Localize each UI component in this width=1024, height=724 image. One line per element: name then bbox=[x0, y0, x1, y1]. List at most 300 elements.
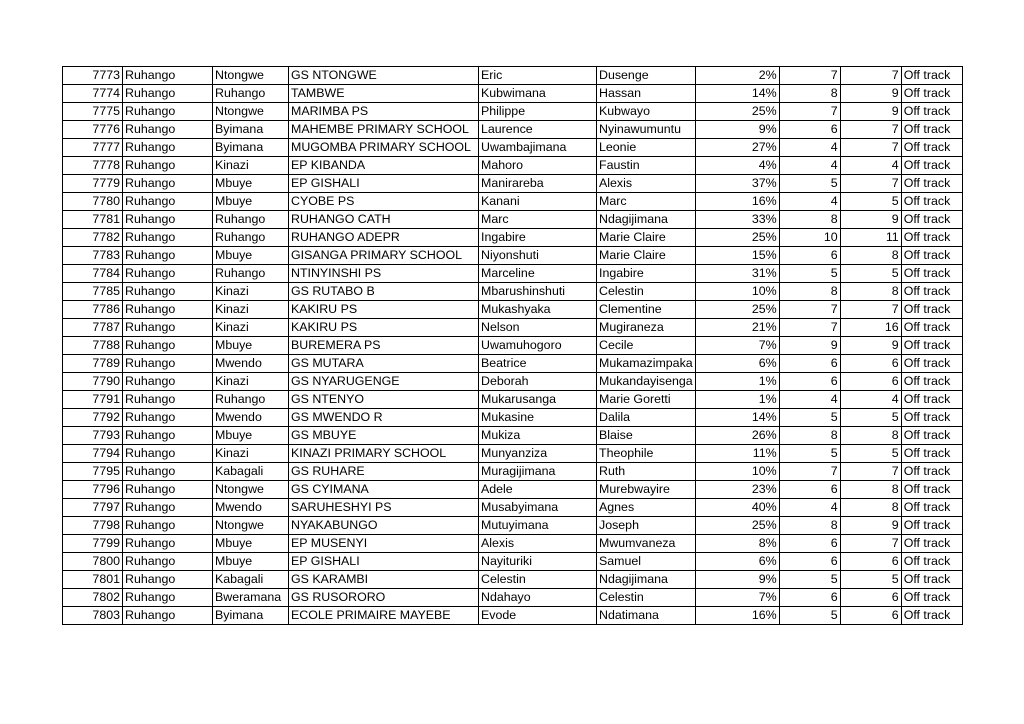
cell-district: Ruhango bbox=[123, 409, 213, 427]
cell-value-a: 4 bbox=[779, 499, 840, 517]
cell-district: Ruhango bbox=[123, 445, 213, 463]
cell-value-a: 8 bbox=[779, 85, 840, 103]
cell-sector: Ruhango bbox=[213, 229, 289, 247]
cell-status: Off track bbox=[901, 391, 962, 409]
cell-last-name: Alexis bbox=[597, 175, 696, 193]
cell-percentage: 31% bbox=[695, 265, 779, 283]
cell-row-id: 7802 bbox=[63, 589, 123, 607]
cell-row-id: 7803 bbox=[63, 607, 123, 625]
cell-sector: Mbuye bbox=[213, 427, 289, 445]
cell-value-a: 8 bbox=[779, 427, 840, 445]
cell-district: Ruhango bbox=[123, 337, 213, 355]
cell-percentage: 14% bbox=[695, 409, 779, 427]
cell-district: Ruhango bbox=[123, 571, 213, 589]
cell-row-id: 7792 bbox=[63, 409, 123, 427]
cell-value-b: 7 bbox=[840, 535, 901, 553]
cell-school-name: MUGOMBA PRIMARY SCHOOL bbox=[289, 139, 479, 157]
cell-sector: Kinazi bbox=[213, 373, 289, 391]
cell-value-a: 6 bbox=[779, 373, 840, 391]
cell-value-a: 6 bbox=[779, 553, 840, 571]
cell-district: Ruhango bbox=[123, 157, 213, 175]
cell-district: Ruhango bbox=[123, 265, 213, 283]
cell-sector: Ntongwe bbox=[213, 481, 289, 499]
cell-last-name: Nyinawumuntu bbox=[597, 121, 696, 139]
cell-school-name: RUHANGO ADEPR bbox=[289, 229, 479, 247]
cell-percentage: 1% bbox=[695, 373, 779, 391]
table-row bbox=[63, 247, 963, 265]
cell-status: Off track bbox=[901, 157, 962, 175]
cell-row-id: 7791 bbox=[63, 391, 123, 409]
cell-value-a: 4 bbox=[779, 193, 840, 211]
table-row bbox=[63, 85, 963, 103]
table-row bbox=[63, 427, 963, 445]
cell-value-a: 5 bbox=[779, 571, 840, 589]
cell-percentage: 6% bbox=[695, 553, 779, 571]
cell-school-name: EP GISHALI bbox=[289, 553, 479, 571]
cell-sector: Ntongwe bbox=[213, 103, 289, 121]
cell-status: Off track bbox=[901, 553, 962, 571]
cell-value-b: 6 bbox=[840, 589, 901, 607]
cell-status: Off track bbox=[901, 265, 962, 283]
cell-percentage: 9% bbox=[695, 121, 779, 139]
cell-school-name: NYAKABUNGO bbox=[289, 517, 479, 535]
cell-status: Off track bbox=[901, 103, 962, 121]
cell-last-name: Mukamazimpaka bbox=[597, 355, 696, 373]
cell-row-id: 7773 bbox=[63, 67, 123, 85]
cell-first-name: Mukasine bbox=[479, 409, 597, 427]
cell-value-a: 5 bbox=[779, 445, 840, 463]
cell-sector: Mbuye bbox=[213, 535, 289, 553]
cell-sector: Kinazi bbox=[213, 301, 289, 319]
cell-school-name: GS NTENYO bbox=[289, 391, 479, 409]
cell-last-name: Hassan bbox=[597, 85, 696, 103]
cell-value-a: 6 bbox=[779, 121, 840, 139]
cell-percentage: 25% bbox=[695, 103, 779, 121]
cell-last-name: Celestin bbox=[597, 589, 696, 607]
cell-row-id: 7780 bbox=[63, 193, 123, 211]
cell-status: Off track bbox=[901, 319, 962, 337]
cell-school-name: GS RUSORORO bbox=[289, 589, 479, 607]
cell-district: Ruhango bbox=[123, 391, 213, 409]
cell-row-id: 7788 bbox=[63, 337, 123, 355]
cell-district: Ruhango bbox=[123, 373, 213, 391]
cell-district: Ruhango bbox=[123, 85, 213, 103]
cell-sector: Mbuye bbox=[213, 247, 289, 265]
cell-first-name: Mutuyimana bbox=[479, 517, 597, 535]
cell-last-name: Ndagijimana bbox=[597, 211, 696, 229]
cell-status: Off track bbox=[901, 607, 962, 625]
cell-percentage: 7% bbox=[695, 337, 779, 355]
cell-sector: Kabagali bbox=[213, 463, 289, 481]
cell-status: Off track bbox=[901, 301, 962, 319]
cell-district: Ruhango bbox=[123, 193, 213, 211]
table-row bbox=[63, 535, 963, 553]
cell-percentage: 33% bbox=[695, 211, 779, 229]
cell-district: Ruhango bbox=[123, 139, 213, 157]
cell-row-id: 7781 bbox=[63, 211, 123, 229]
cell-first-name: Kubwimana bbox=[479, 85, 597, 103]
cell-row-id: 7785 bbox=[63, 283, 123, 301]
cell-first-name: Philippe bbox=[479, 103, 597, 121]
cell-first-name: Kanani bbox=[479, 193, 597, 211]
table-row bbox=[63, 517, 963, 535]
cell-last-name: Ingabire bbox=[597, 265, 696, 283]
cell-school-name: KAKIRU PS bbox=[289, 319, 479, 337]
cell-percentage: 26% bbox=[695, 427, 779, 445]
cell-district: Ruhango bbox=[123, 283, 213, 301]
cell-value-a: 7 bbox=[779, 319, 840, 337]
cell-sector: Byimana bbox=[213, 139, 289, 157]
cell-percentage: 10% bbox=[695, 463, 779, 481]
cell-sector: Kabagali bbox=[213, 571, 289, 589]
cell-value-b: 7 bbox=[840, 67, 901, 85]
cell-last-name: Marie Claire bbox=[597, 247, 696, 265]
cell-percentage: 16% bbox=[695, 193, 779, 211]
cell-percentage: 6% bbox=[695, 355, 779, 373]
cell-status: Off track bbox=[901, 427, 962, 445]
cell-sector: Kinazi bbox=[213, 445, 289, 463]
cell-status: Off track bbox=[901, 481, 962, 499]
table-row bbox=[63, 553, 963, 571]
cell-first-name: Evode bbox=[479, 607, 597, 625]
cell-first-name: Uwamuhogoro bbox=[479, 337, 597, 355]
cell-sector: Mbuye bbox=[213, 337, 289, 355]
cell-sector: Ruhango bbox=[213, 265, 289, 283]
cell-sector: Mbuye bbox=[213, 553, 289, 571]
cell-first-name: Mbarushinshuti bbox=[479, 283, 597, 301]
cell-value-b: 9 bbox=[840, 85, 901, 103]
cell-row-id: 7790 bbox=[63, 373, 123, 391]
cell-first-name: Manirareba bbox=[479, 175, 597, 193]
cell-district: Ruhango bbox=[123, 553, 213, 571]
cell-school-name: GISANGA PRIMARY SCHOOL bbox=[289, 247, 479, 265]
cell-value-a: 8 bbox=[779, 283, 840, 301]
cell-sector: Byimana bbox=[213, 607, 289, 625]
cell-last-name: Murebwayire bbox=[597, 481, 696, 499]
cell-first-name: Muragijimana bbox=[479, 463, 597, 481]
table-row bbox=[63, 499, 963, 517]
cell-status: Off track bbox=[901, 337, 962, 355]
cell-school-name: GS RUHARE bbox=[289, 463, 479, 481]
cell-status: Off track bbox=[901, 463, 962, 481]
cell-last-name: Dusenge bbox=[597, 67, 696, 85]
cell-first-name: Munyanziza bbox=[479, 445, 597, 463]
table-row bbox=[63, 391, 963, 409]
cell-first-name: Marceline bbox=[479, 265, 597, 283]
cell-percentage: 23% bbox=[695, 481, 779, 499]
cell-last-name: Samuel bbox=[597, 553, 696, 571]
table-row bbox=[63, 139, 963, 157]
cell-last-name: Marie Claire bbox=[597, 229, 696, 247]
cell-first-name: Mukashyaka bbox=[479, 301, 597, 319]
cell-first-name: Laurence bbox=[479, 121, 597, 139]
cell-row-id: 7798 bbox=[63, 517, 123, 535]
cell-value-a: 4 bbox=[779, 139, 840, 157]
cell-school-name: KAKIRU PS bbox=[289, 301, 479, 319]
cell-value-a: 8 bbox=[779, 517, 840, 535]
cell-status: Off track bbox=[901, 445, 962, 463]
cell-first-name: Nelson bbox=[479, 319, 597, 337]
cell-value-b: 9 bbox=[840, 103, 901, 121]
cell-first-name: Niyonshuti bbox=[479, 247, 597, 265]
cell-value-a: 6 bbox=[779, 535, 840, 553]
cell-percentage: 8% bbox=[695, 535, 779, 553]
table-body bbox=[63, 67, 963, 625]
cell-first-name: Mukiza bbox=[479, 427, 597, 445]
cell-first-name: Deborah bbox=[479, 373, 597, 391]
cell-row-id: 7783 bbox=[63, 247, 123, 265]
cell-percentage: 7% bbox=[695, 589, 779, 607]
table-row bbox=[63, 355, 963, 373]
cell-value-b: 5 bbox=[840, 571, 901, 589]
cell-status: Off track bbox=[901, 85, 962, 103]
cell-district: Ruhango bbox=[123, 229, 213, 247]
cell-first-name: Beatrice bbox=[479, 355, 597, 373]
table-row bbox=[63, 211, 963, 229]
spreadsheet-table bbox=[62, 66, 963, 625]
table-row bbox=[63, 265, 963, 283]
cell-row-id: 7794 bbox=[63, 445, 123, 463]
cell-district: Ruhango bbox=[123, 301, 213, 319]
table-row bbox=[63, 67, 963, 85]
cell-last-name: Ndagijimana bbox=[597, 571, 696, 589]
cell-district: Ruhango bbox=[123, 517, 213, 535]
cell-row-id: 7776 bbox=[63, 121, 123, 139]
cell-row-id: 7797 bbox=[63, 499, 123, 517]
cell-district: Ruhango bbox=[123, 247, 213, 265]
cell-school-name: TAMBWE bbox=[289, 85, 479, 103]
cell-school-name: MAHEMBE PRIMARY SCHOOL bbox=[289, 121, 479, 139]
cell-district: Ruhango bbox=[123, 607, 213, 625]
table-row bbox=[63, 157, 963, 175]
cell-district: Ruhango bbox=[123, 589, 213, 607]
cell-value-b: 16 bbox=[840, 319, 901, 337]
cell-school-name: EP MUSENYI bbox=[289, 535, 479, 553]
cell-value-a: 7 bbox=[779, 301, 840, 319]
cell-first-name: Musabyimana bbox=[479, 499, 597, 517]
table-row bbox=[63, 463, 963, 481]
cell-sector: Kinazi bbox=[213, 319, 289, 337]
cell-percentage: 9% bbox=[695, 571, 779, 589]
table-row bbox=[63, 121, 963, 139]
table-row bbox=[63, 409, 963, 427]
cell-value-a: 4 bbox=[779, 391, 840, 409]
cell-first-name: Adele bbox=[479, 481, 597, 499]
cell-value-a: 6 bbox=[779, 589, 840, 607]
cell-district: Ruhango bbox=[123, 319, 213, 337]
cell-status: Off track bbox=[901, 355, 962, 373]
cell-district: Ruhango bbox=[123, 427, 213, 445]
cell-last-name: Clementine bbox=[597, 301, 696, 319]
cell-value-a: 4 bbox=[779, 157, 840, 175]
cell-district: Ruhango bbox=[123, 481, 213, 499]
cell-school-name: GS KARAMBI bbox=[289, 571, 479, 589]
cell-district: Ruhango bbox=[123, 67, 213, 85]
cell-last-name: Joseph bbox=[597, 517, 696, 535]
cell-school-name: MARIMBA PS bbox=[289, 103, 479, 121]
cell-last-name: Mwumvaneza bbox=[597, 535, 696, 553]
cell-row-id: 7795 bbox=[63, 463, 123, 481]
cell-value-b: 4 bbox=[840, 391, 901, 409]
cell-first-name: Uwambajimana bbox=[479, 139, 597, 157]
cell-status: Off track bbox=[901, 229, 962, 247]
table-row bbox=[63, 283, 963, 301]
cell-value-b: 8 bbox=[840, 499, 901, 517]
table-row bbox=[63, 571, 963, 589]
cell-status: Off track bbox=[901, 517, 962, 535]
table-row bbox=[63, 373, 963, 391]
cell-sector: Ruhango bbox=[213, 85, 289, 103]
table-row bbox=[63, 193, 963, 211]
cell-school-name: RUHANGO CATH bbox=[289, 211, 479, 229]
cell-sector: Mwendo bbox=[213, 355, 289, 373]
cell-district: Ruhango bbox=[123, 121, 213, 139]
cell-first-name: Marc bbox=[479, 211, 597, 229]
cell-sector: Mbuye bbox=[213, 193, 289, 211]
cell-school-name: GS NTONGWE bbox=[289, 67, 479, 85]
cell-row-id: 7787 bbox=[63, 319, 123, 337]
cell-value-a: 7 bbox=[779, 103, 840, 121]
cell-sector: Ntongwe bbox=[213, 517, 289, 535]
cell-school-name: GS CYIMANA bbox=[289, 481, 479, 499]
cell-percentage: 14% bbox=[695, 85, 779, 103]
cell-row-id: 7800 bbox=[63, 553, 123, 571]
cell-value-a: 7 bbox=[779, 463, 840, 481]
cell-status: Off track bbox=[901, 247, 962, 265]
cell-value-b: 7 bbox=[840, 463, 901, 481]
table-row bbox=[63, 589, 963, 607]
cell-percentage: 21% bbox=[695, 319, 779, 337]
cell-value-a: 5 bbox=[779, 409, 840, 427]
cell-district: Ruhango bbox=[123, 463, 213, 481]
table-row bbox=[63, 175, 963, 193]
cell-school-name: EP KIBANDA bbox=[289, 157, 479, 175]
cell-district: Ruhango bbox=[123, 535, 213, 553]
cell-value-b: 7 bbox=[840, 175, 901, 193]
cell-first-name: Celestin bbox=[479, 571, 597, 589]
cell-status: Off track bbox=[901, 211, 962, 229]
cell-value-b: 6 bbox=[840, 355, 901, 373]
cell-row-id: 7779 bbox=[63, 175, 123, 193]
cell-percentage: 27% bbox=[695, 139, 779, 157]
cell-last-name: Agnes bbox=[597, 499, 696, 517]
cell-first-name: Mahoro bbox=[479, 157, 597, 175]
cell-status: Off track bbox=[901, 175, 962, 193]
cell-value-b: 5 bbox=[840, 265, 901, 283]
cell-row-id: 7777 bbox=[63, 139, 123, 157]
cell-percentage: 37% bbox=[695, 175, 779, 193]
cell-first-name: Alexis bbox=[479, 535, 597, 553]
cell-status: Off track bbox=[901, 409, 962, 427]
cell-first-name: Mukarusanga bbox=[479, 391, 597, 409]
cell-value-b: 11 bbox=[840, 229, 901, 247]
cell-percentage: 25% bbox=[695, 517, 779, 535]
cell-school-name: NTINYINSHI PS bbox=[289, 265, 479, 283]
table-row bbox=[63, 607, 963, 625]
cell-value-b: 6 bbox=[840, 373, 901, 391]
cell-last-name: Theophile bbox=[597, 445, 696, 463]
cell-sector: Ruhango bbox=[213, 211, 289, 229]
cell-status: Off track bbox=[901, 589, 962, 607]
cell-school-name: CYOBE PS bbox=[289, 193, 479, 211]
cell-status: Off track bbox=[901, 67, 962, 85]
cell-row-id: 7778 bbox=[63, 157, 123, 175]
table-row bbox=[63, 319, 963, 337]
cell-percentage: 16% bbox=[695, 607, 779, 625]
cell-value-a: 7 bbox=[779, 67, 840, 85]
cell-percentage: 2% bbox=[695, 67, 779, 85]
cell-last-name: Ndatimana bbox=[597, 607, 696, 625]
cell-percentage: 10% bbox=[695, 283, 779, 301]
cell-sector: Ntongwe bbox=[213, 67, 289, 85]
cell-value-b: 8 bbox=[840, 247, 901, 265]
cell-value-b: 5 bbox=[840, 409, 901, 427]
cell-row-id: 7775 bbox=[63, 103, 123, 121]
cell-status: Off track bbox=[901, 499, 962, 517]
cell-last-name: Faustin bbox=[597, 157, 696, 175]
cell-row-id: 7796 bbox=[63, 481, 123, 499]
cell-value-b: 9 bbox=[840, 211, 901, 229]
cell-value-b: 7 bbox=[840, 139, 901, 157]
table-row bbox=[63, 481, 963, 499]
cell-value-b: 8 bbox=[840, 427, 901, 445]
cell-school-name: GS MBUYE bbox=[289, 427, 479, 445]
cell-last-name: Blaise bbox=[597, 427, 696, 445]
cell-first-name: Eric bbox=[479, 67, 597, 85]
cell-value-a: 5 bbox=[779, 607, 840, 625]
cell-first-name: Ndahayo bbox=[479, 589, 597, 607]
cell-first-name: Nayituriki bbox=[479, 553, 597, 571]
cell-district: Ruhango bbox=[123, 103, 213, 121]
cell-percentage: 4% bbox=[695, 157, 779, 175]
cell-sector: Kinazi bbox=[213, 157, 289, 175]
cell-sector: Ruhango bbox=[213, 391, 289, 409]
cell-value-a: 5 bbox=[779, 265, 840, 283]
cell-last-name: Kubwayo bbox=[597, 103, 696, 121]
cell-sector: Mwendo bbox=[213, 499, 289, 517]
cell-percentage: 1% bbox=[695, 391, 779, 409]
cell-last-name: Marc bbox=[597, 193, 696, 211]
table-row bbox=[63, 103, 963, 121]
cell-last-name: Cecile bbox=[597, 337, 696, 355]
cell-percentage: 25% bbox=[695, 229, 779, 247]
cell-district: Ruhango bbox=[123, 499, 213, 517]
cell-school-name: ECOLE PRIMAIRE MAYEBE bbox=[289, 607, 479, 625]
cell-district: Ruhango bbox=[123, 175, 213, 193]
cell-sector: Byimana bbox=[213, 121, 289, 139]
cell-status: Off track bbox=[901, 139, 962, 157]
cell-sector: Mbuye bbox=[213, 175, 289, 193]
cell-status: Off track bbox=[901, 373, 962, 391]
cell-row-id: 7789 bbox=[63, 355, 123, 373]
cell-percentage: 40% bbox=[695, 499, 779, 517]
cell-percentage: 11% bbox=[695, 445, 779, 463]
table-row bbox=[63, 301, 963, 319]
cell-status: Off track bbox=[901, 535, 962, 553]
cell-sector: Kinazi bbox=[213, 283, 289, 301]
cell-value-b: 4 bbox=[840, 157, 901, 175]
cell-value-a: 6 bbox=[779, 355, 840, 373]
cell-school-name: GS MUTARA bbox=[289, 355, 479, 373]
cell-last-name: Celestin bbox=[597, 283, 696, 301]
cell-value-b: 8 bbox=[840, 481, 901, 499]
cell-value-b: 7 bbox=[840, 121, 901, 139]
cell-value-b: 8 bbox=[840, 283, 901, 301]
cell-school-name: KINAZI PRIMARY SCHOOL bbox=[289, 445, 479, 463]
cell-value-a: 6 bbox=[779, 247, 840, 265]
cell-value-b: 9 bbox=[840, 517, 901, 535]
cell-sector: Bweramana bbox=[213, 589, 289, 607]
